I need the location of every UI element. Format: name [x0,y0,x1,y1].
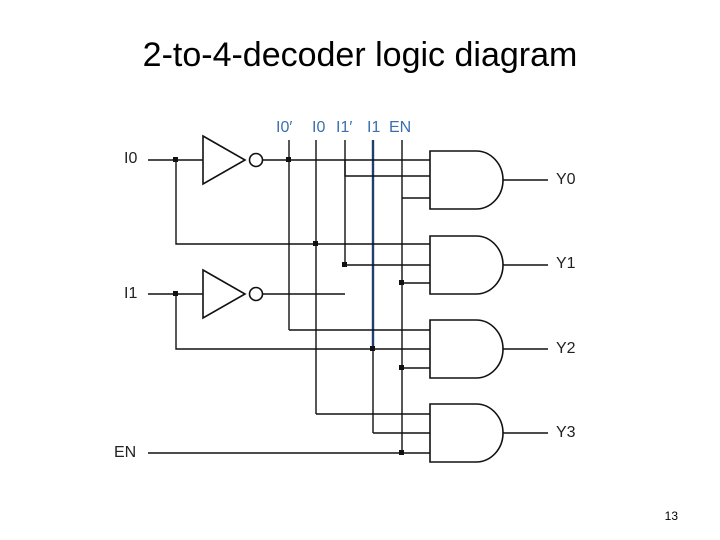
bus-label-i0: I0 [312,119,326,136]
output-label-y3: Y3 [556,424,576,441]
output-label-y0: Y0 [556,171,576,188]
slide-title: 2-to-4-decoder logic diagram [142,36,578,74]
output-label-y1: Y1 [556,255,576,272]
input-label-i0: I0 [124,150,138,167]
output-label-y2: Y2 [556,340,576,357]
bus-label-i1-complement: I1′ [336,119,353,136]
and-gate-y2 [430,320,503,378]
not-gate-i0 [203,136,263,184]
wire-i0-branch [176,160,316,244]
and-gate-y0 [430,151,503,209]
input-label-i1: I1 [124,285,138,302]
not-gate-i1 [203,270,263,318]
bus-label-i0-complement: I0′ [276,119,293,136]
wire-y0-in-i1-complement [345,160,430,176]
and-gate-y3 [430,404,503,462]
bus-label-i1: I1 [367,119,381,136]
input-label-en: EN [114,444,137,461]
and-gate-y1 [430,236,503,294]
page-number: 13 [664,509,678,523]
bus-label-en: EN [389,119,412,136]
